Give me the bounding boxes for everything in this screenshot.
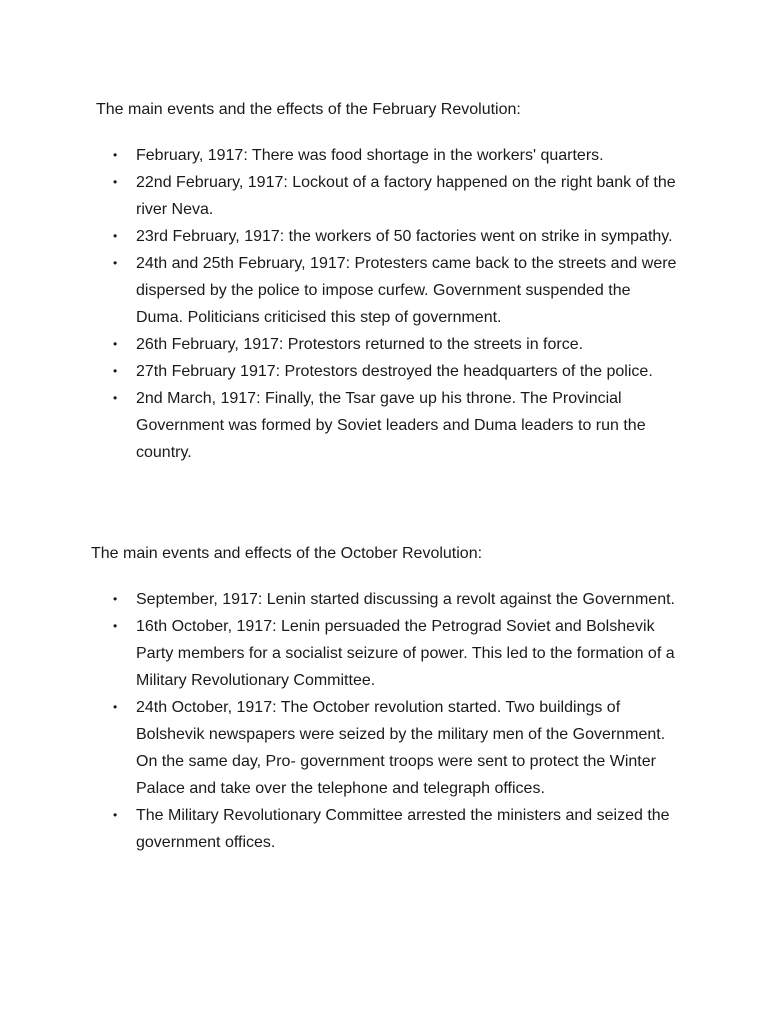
october-events-list	[0, 586, 700, 856]
list-item: • February, 1917: There was food shortage in the workers' quarters.	[0, 142, 681, 169]
october-revolution-heading: The main events and effects of the October Revolution:	[91, 545, 483, 562]
list-item: • 24th and 25th February, 1917: Protesters came back to the streets and were dispersed by the police to impose curfew. Government suspended the Duma. Politicians criticised this step of government.	[0, 250, 681, 331]
list-item: • The Military Revolutionary Committee arrested the ministers and seized the government offices.	[0, 802, 681, 856]
february-revolution-heading: The main events and the effects of the February Revolution:	[96, 101, 521, 118]
list-item: • 23rd February, 1917: the workers of 50 factories went on strike in sympathy.	[0, 223, 681, 250]
list-item: • 27th February 1917: Protestors destroyed the headquarters of the police.	[0, 358, 681, 385]
list-item: • 22nd February, 1917: Lockout of a factory happened on the right bank of the river Neva.	[0, 169, 681, 223]
list-item: • 2nd March, 1917: Finally, the Tsar gave up his throne. The Provincial Government was formed by Soviet leaders and Duma leaders to run the country.	[0, 385, 681, 466]
list-item: • 24th October, 1917: The October revolution started. Two buildings of Bolshevik newspapers were seized by the military men of the Government. On the same day, Pro- government troops were sent to protect the Winter Palace and take over the telephone and telegraph offices.	[0, 694, 681, 802]
list-item: • September, 1917: Lenin started discussing a revolt against the Government.	[0, 586, 681, 613]
february-events-list	[0, 142, 700, 466]
list-item: • 26th February, 1917: Protestors returned to the streets in force.	[0, 331, 681, 358]
list-item: • 16th October, 1917: Lenin persuaded the Petrograd Soviet and Bolshevik Party members for a socialist seizure of power. This led to the formation of a Military Revolutionary Committee.	[0, 613, 681, 694]
